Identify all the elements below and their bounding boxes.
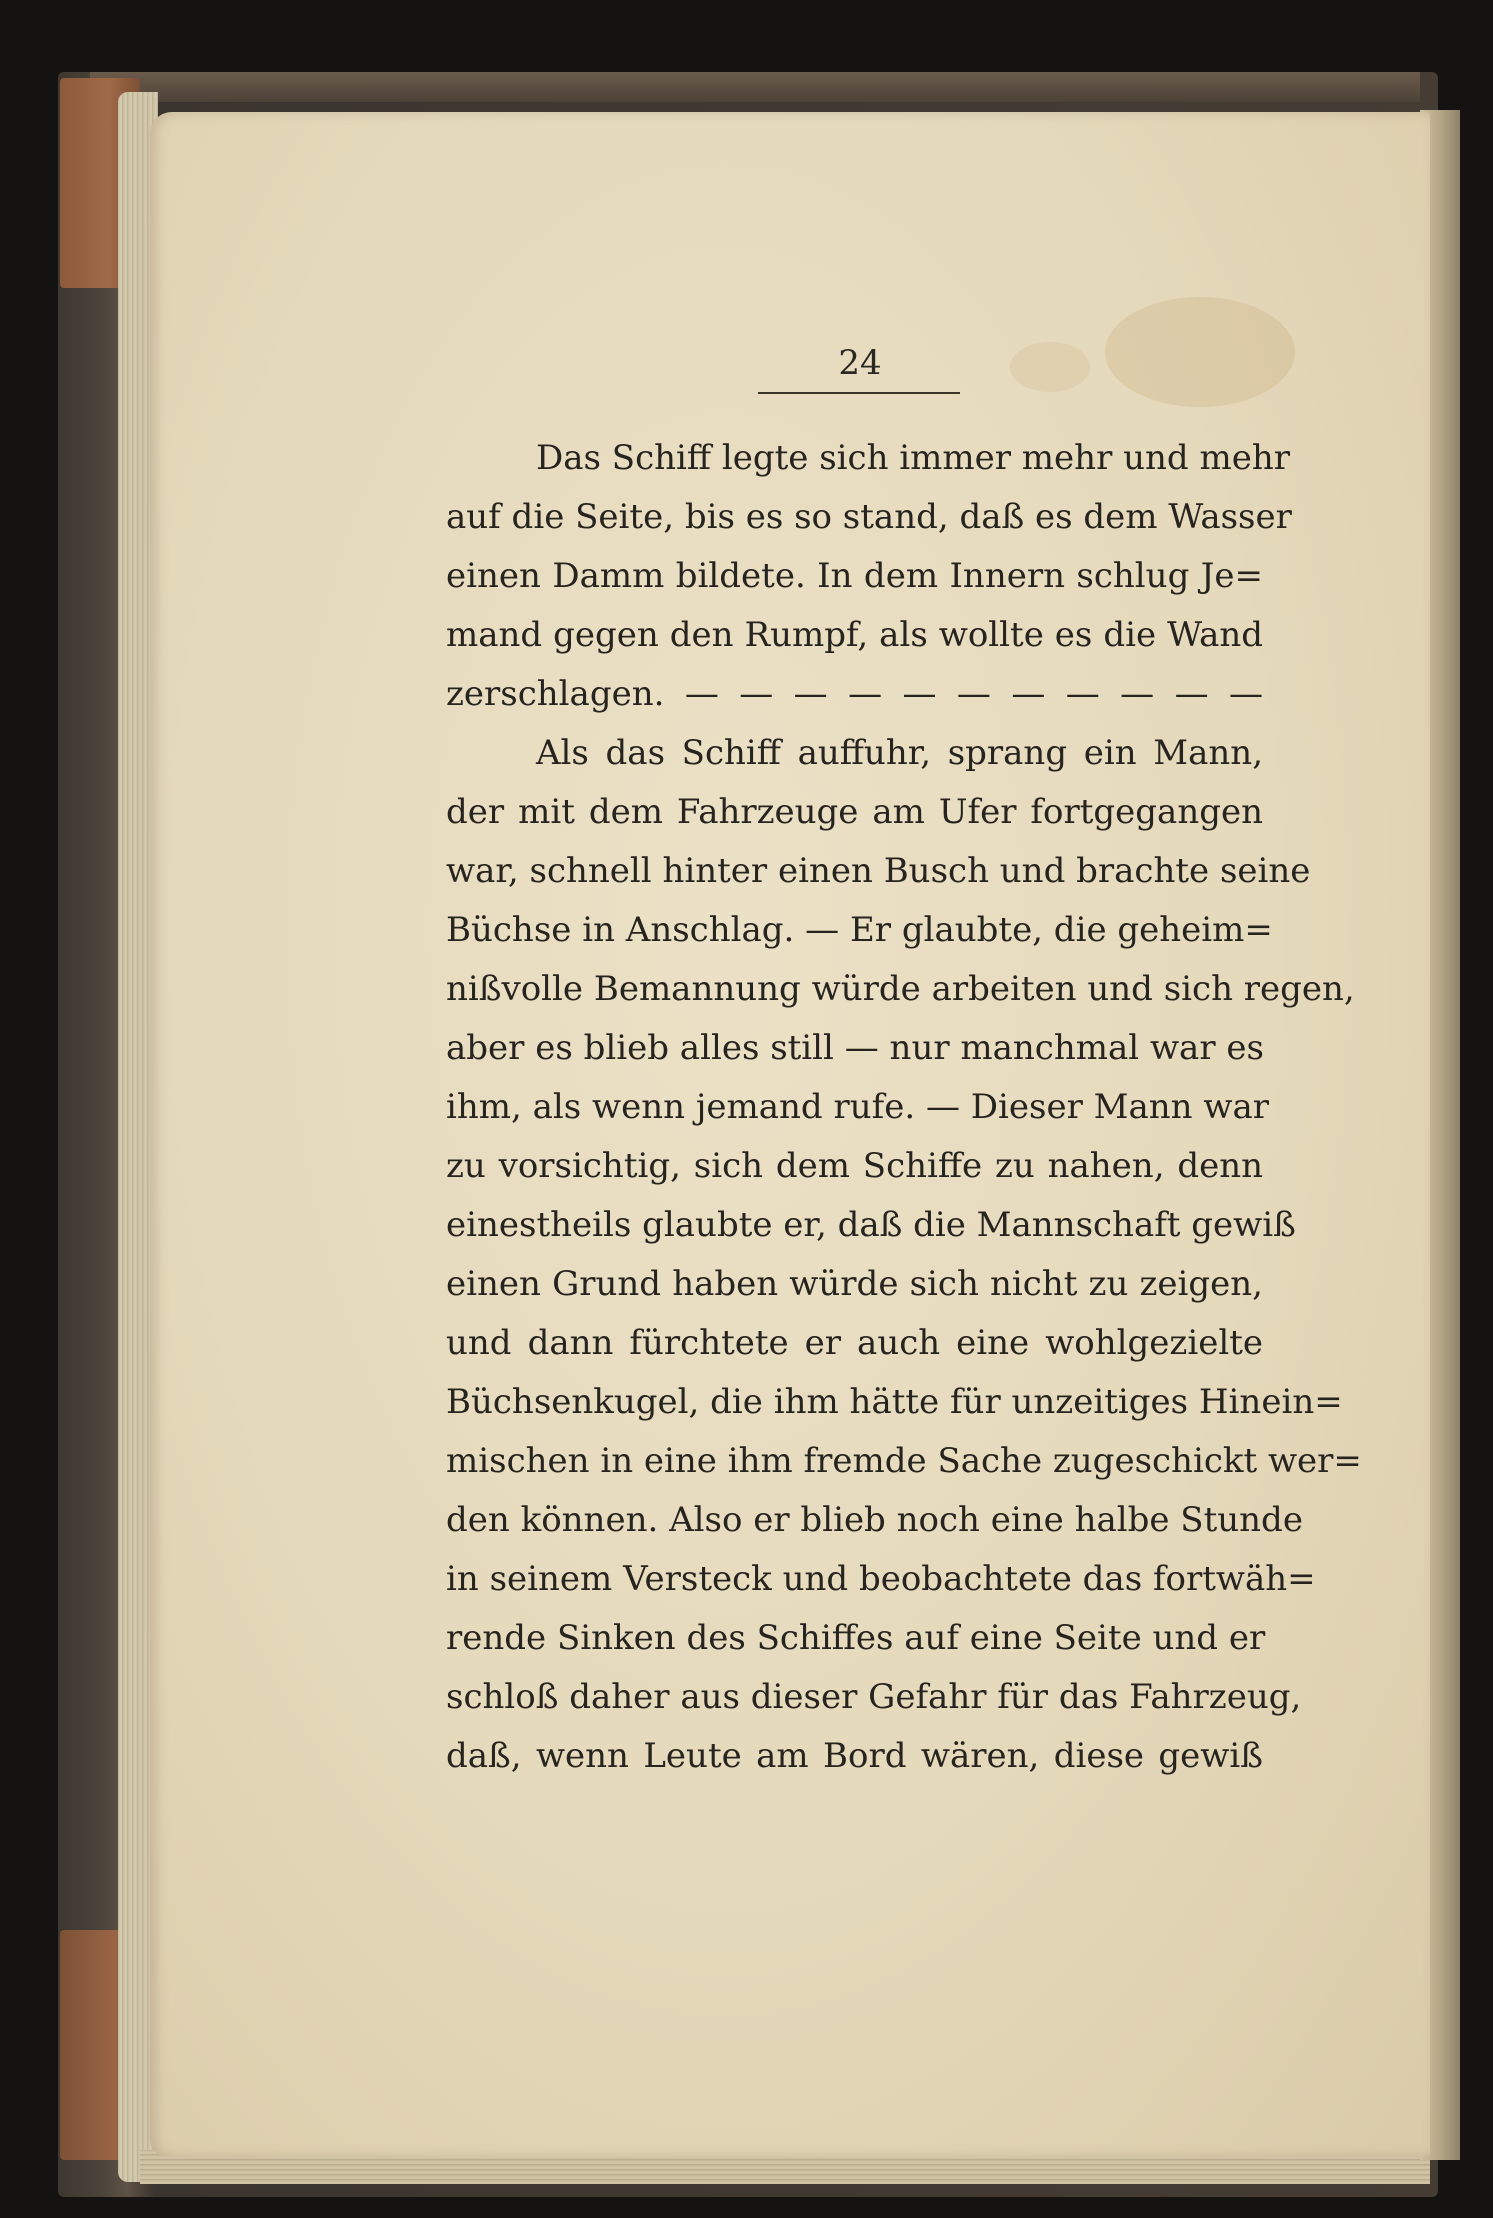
text-line: Büchse in Anschlag. — Er glaubte, die geheim= (446, 910, 1273, 950)
text-line: einestheils glaubte er, daß die Mannschaft gewiß (446, 1205, 1296, 1245)
page-number: 24 (838, 343, 882, 383)
text-line: den können. Also er blieb noch eine halbe Stunde (446, 1500, 1303, 1540)
text-line: Als das Schiff auffuhr, sprang ein Mann, (536, 733, 1263, 773)
text-line: nißvolle Bemannung würde arbeiten und sich regen, (446, 969, 1355, 1009)
paper-stain (1010, 342, 1090, 392)
paper-stain (1105, 297, 1295, 407)
text-line: zu vorsichtig, sich dem Schiffe zu nahen, denn (446, 1146, 1263, 1186)
text-line: aber es blieb alles still — nur manchmal war es (446, 1028, 1264, 1068)
text-line: einen Grund haben würde sich nicht zu zeigen, (446, 1264, 1263, 1304)
text-line: und dann fürchtete er auch eine wohlgezielte (446, 1323, 1263, 1363)
text-line: in seinem Versteck und beobachtete das fortwäh= (446, 1559, 1316, 1599)
text-line: Büchsenkugel, die ihm hätte für unzeitiges Hinein= (446, 1382, 1343, 1422)
text-line: ihm, als wenn jemand rufe. — Dieser Mann war (446, 1087, 1269, 1127)
header-rule (758, 392, 960, 394)
text-line: einen Damm bildete. In dem Innern schlug Je= (446, 556, 1263, 596)
text-line: mand gegen den Rumpf, als wollte es die Wand (446, 615, 1263, 655)
text-line: schloß daher aus dieser Gefahr für das Fahrzeug, (446, 1677, 1302, 1717)
text-line: daß, wenn Leute am Bord wären, diese gewiß (446, 1736, 1263, 1776)
text-line: auf die Seite, bis es so stand, daß es dem Wasser (446, 497, 1292, 537)
text-line: Das Schiff legte sich immer mehr und mehr (536, 438, 1291, 478)
text-line: zerschlagen. — — — — — — — — — — — (446, 674, 1263, 714)
text-line: mischen in eine ihm fremde Sache zugeschickt wer= (446, 1441, 1362, 1481)
text-line: der mit dem Fahrzeuge am Ufer fortgegangen (446, 792, 1263, 832)
cover-top-edge (90, 72, 1420, 102)
text-line: war, schnell hinter einen Busch und brachte seine (446, 851, 1311, 891)
text-line: rende Sinken des Schiffes auf eine Seite und er (446, 1618, 1266, 1658)
